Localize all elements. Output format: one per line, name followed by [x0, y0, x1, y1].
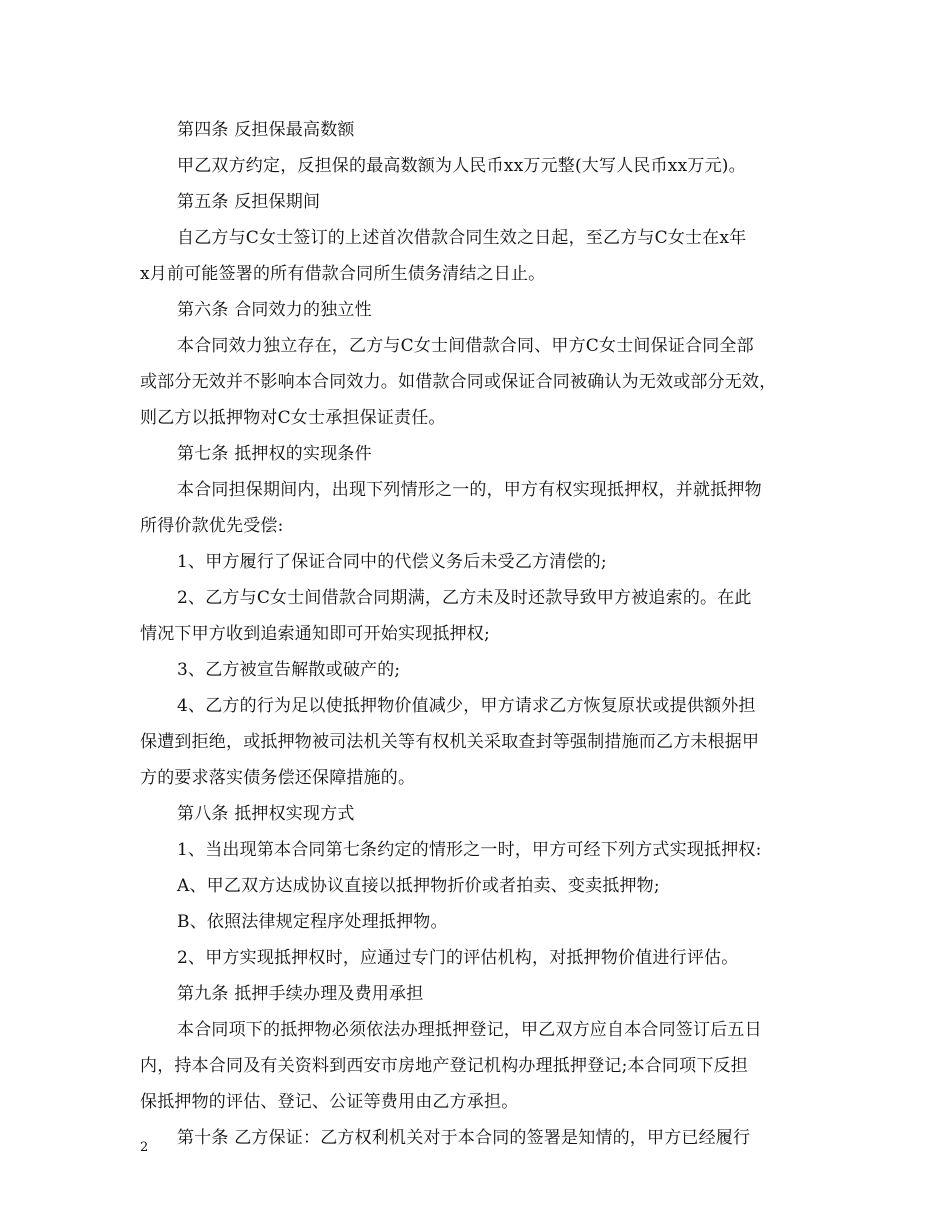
page-number: 2 — [140, 1140, 149, 1155]
text-line: x月前可能签署的所有借款合同所生债务清结之日止。 — [140, 264, 546, 284]
text-line: 2、甲方实现抵押权时，应通过专门的评估机构，对抵押物价值进行评估。 — [177, 948, 739, 968]
text-line: 第四条 反担保最高数额 — [177, 120, 355, 140]
text-line: 保抵押物的评估、登记、公证等费用由乙方承担。 — [140, 1092, 519, 1112]
text-line: 第六条 合同效力的独立性 — [177, 300, 372, 320]
text-line: 内，持本合同及有关资料到西安市房地产登记机构办理抵押登记;本合同项下反担 — [140, 1056, 748, 1076]
text-line: B、依照法律规定程序处理抵押物。 — [177, 912, 448, 932]
text-line: 方的要求落实债务偿还保障措施的。 — [140, 768, 416, 788]
document-body — [140, 112, 820, 1156]
text-line: 本合同效力独立存在，乙方与C女士间借款合同、甲方C女士间保证合同全部 — [177, 336, 754, 356]
text-line: 第五条 反担保期间 — [177, 192, 321, 212]
text-line: 1、当出现第本合同第七条约定的情形之一时，甲方可经下列方式实现抵押权: — [177, 840, 762, 860]
text-line: 2、乙方与C女士间借款合同期满，乙方未及时还款导致甲方被追索的。在此 — [177, 588, 752, 608]
text-line: 第八条 抵押权实现方式 — [177, 804, 355, 824]
text-line: 则乙方以抵押物对C女士承担保证责任。 — [140, 408, 446, 428]
text-line: 或部分无效并不影响本合同效力。如借款合同或保证合同被确认为无效或部分无效， — [140, 372, 777, 392]
text-line: 甲乙双方约定，反担保的最高数额为人民币xx万元整(大写人民币xx万元)。 — [177, 156, 746, 176]
text-line: 第十条 乙方保证：乙方权利机关对于本合同的签署是知情的，甲方已经履行 — [177, 1128, 751, 1148]
text-line: 本合同担保期间内，出现下列情形之一的，甲方有权实现抵押权，并就抵押物 — [177, 480, 762, 500]
text-line: 所得价款优先受偿: — [140, 516, 284, 536]
text-line: 3、乙方被宣告解散或破产的; — [177, 660, 401, 680]
text-line: 自乙方与C女士签订的上述首次借款合同生效之日起，至乙方与C女士在x年 — [177, 228, 747, 248]
text-line: 第九条 抵押手续办理及费用承担 — [177, 984, 424, 1004]
text-line: 4、乙方的行为足以使抵押物价值减少，甲方请求乙方恢复原状或提供额外担 — [177, 696, 756, 716]
text-line: 第七条 抵押权的实现条件 — [177, 444, 372, 464]
text-line: 1、甲方履行了保证合同中的代偿义务后未受乙方清偿的; — [177, 552, 607, 572]
text-line: 情况下甲方收到追索通知即可开始实现抵押权; — [140, 624, 490, 644]
text-line: 保遭到拒绝，或抵押物被司法机关等有权机关采取查封等强制措施而乙方未根据甲 — [140, 732, 760, 752]
text-line: 本合同项下的抵押物必须依法办理抵押登记，甲乙双方应自本合同签订后五日 — [177, 1020, 762, 1040]
text-line: A、甲乙双方达成协议直接以抵押物折价或者拍卖、变卖抵押物; — [177, 876, 660, 896]
